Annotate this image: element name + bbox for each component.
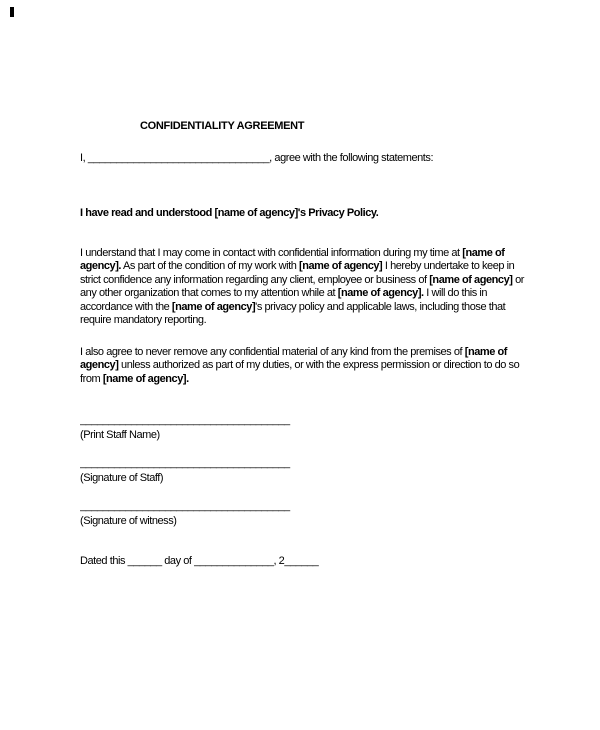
staff-signature-line: _____________________________________: [80, 457, 290, 469]
paragraph-confidentiality: I understand that I may come in contact with confidential information during my time at [name of agency]. As part of the condition of my work with [name of agency] I hereby undertake to keep in strict confidence any information regarding any client, employee or business of [name of agency] or any other organization that comes to my attention while at [name of agency]. I will do this in accordance with the [name of agency]'s privacy policy and applicable laws, including those that require mandatory reporting.: [80, 246, 524, 326]
paragraph-material-removal: I also agree to never remove any confidential material of any kind from the premises of [name of agency] unless authorized as part of my duties, or with the express permission or direction to do so from [name of agency].: [80, 345, 520, 385]
intro-line: I, ________________________________, agree with the following statements:: [80, 151, 434, 164]
signature-block-staff: [80, 457, 526, 485]
signature-block-print-name: [80, 414, 526, 442]
witness-signature-line: _____________________________________: [80, 500, 290, 512]
document-page: [80, 120, 526, 569]
print-name-label: (Print Staff Name): [80, 428, 160, 441]
document-title: CONFIDENTIALITY AGREEMENT: [140, 120, 305, 132]
dated-line: Dated this ______ day of ______________, 2______: [80, 555, 319, 567]
signature-block-witness: [80, 500, 526, 528]
staff-signature-label: (Signature of Staff): [80, 471, 164, 484]
privacy-policy-statement: I have read and understood [name of agency]'s Privacy Policy.: [80, 207, 379, 219]
print-name-line: _____________________________________: [80, 414, 290, 426]
scan-artifact-mark: [10, 7, 14, 17]
witness-signature-label: (Signature of witness): [80, 514, 177, 527]
